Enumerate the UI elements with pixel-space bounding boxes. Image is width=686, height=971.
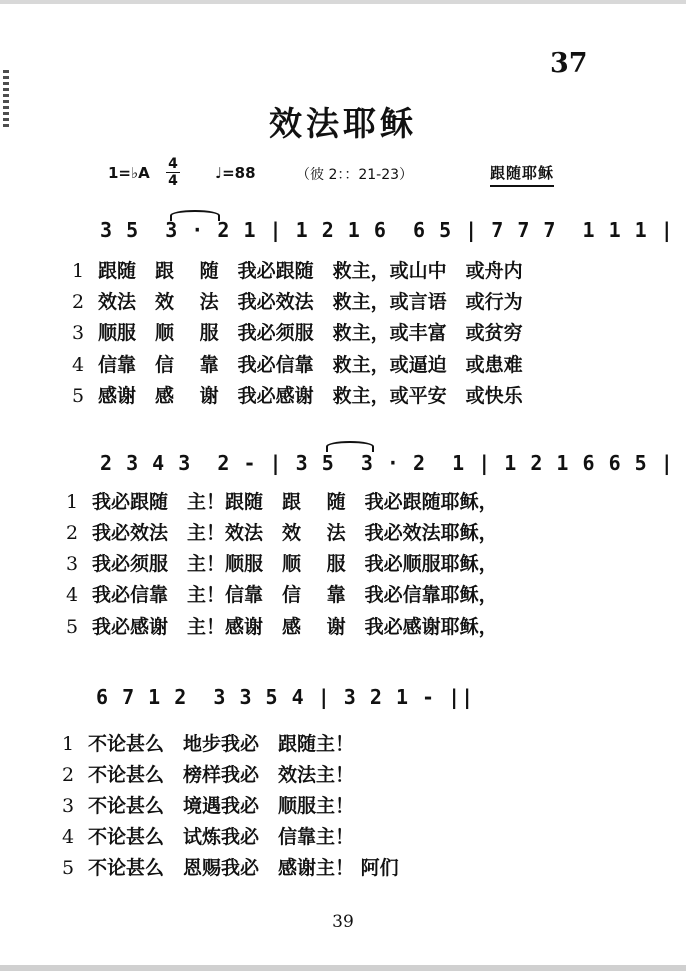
verse-line bbox=[66, 487, 498, 514]
key-signature: 1=♭A bbox=[108, 164, 150, 182]
verse-number: 5 bbox=[62, 857, 75, 879]
page-top-edge bbox=[0, 0, 686, 4]
verse-text: 不论甚么 境遇我必 顺服主！ bbox=[88, 795, 355, 817]
tempo-marking: ♩=88 bbox=[215, 164, 256, 182]
notation-line-3: 6 7 1 2 3 3 5 4 | 3 2 1 - || bbox=[96, 685, 475, 709]
verse-text: 感谢 感 谢 我必感谢 救主，或平安 或快乐 bbox=[98, 385, 523, 407]
verse-text: 我必信靠 主！信靠 信 靠 我必信靠耶稣， bbox=[92, 584, 498, 606]
verse-text: 不论甚么 榜样我必 效法主！ bbox=[88, 764, 355, 786]
scripture-reference: （彼 2：：21-23） bbox=[296, 167, 414, 183]
verse-line bbox=[66, 612, 498, 639]
verse-text: 我必跟随 主！跟随 跟 随 我必跟随耶稣， bbox=[92, 491, 498, 513]
verse-number: 1 bbox=[72, 260, 85, 282]
verse-text: 不论甚么 恩赐我必 感谢主！ 阿们 bbox=[88, 857, 399, 879]
time-signature-bottom: 4 bbox=[166, 172, 180, 189]
verse-number: 1 bbox=[62, 733, 75, 755]
verse-line bbox=[66, 518, 498, 545]
verse-number: 4 bbox=[66, 584, 79, 606]
verse-number: 4 bbox=[62, 826, 75, 848]
verse-line bbox=[62, 760, 354, 787]
verse-line bbox=[62, 729, 354, 756]
verse-text: 不论甚么 地步我必 跟随主！ bbox=[88, 733, 355, 755]
verse-text: 顺服 顺 服 我必须服 救主，或丰富 或贫穷 bbox=[98, 322, 523, 344]
slur-mark bbox=[170, 210, 220, 221]
verse-number: 3 bbox=[72, 322, 85, 344]
hymn-title: 效法耶稣 bbox=[269, 104, 417, 143]
verse-line bbox=[66, 580, 498, 607]
notation-line-2: 2 3 4 3 2 - | 3 5 3 · 2 1 | 1 2 1 6 6 5 | bbox=[100, 451, 674, 475]
hymn-number: 37 bbox=[550, 48, 588, 79]
verse-text: 不论甚么 试炼我必 信靠主！ bbox=[88, 826, 355, 848]
time-signature-top: 4 bbox=[168, 156, 178, 172]
verse-text: 我必感谢 主！感谢 感 谢 我必感谢耶稣， bbox=[92, 616, 498, 638]
verse-line bbox=[62, 791, 354, 818]
page-bottom-edge bbox=[0, 965, 686, 971]
page-number: 39 bbox=[332, 912, 354, 932]
verse-line bbox=[62, 853, 399, 880]
verse-text: 跟随 跟 随 我必跟随 救主，或山中 或舟内 bbox=[98, 260, 523, 282]
verse-number: 5 bbox=[72, 385, 85, 407]
verse-line bbox=[72, 318, 523, 345]
verse-number: 5 bbox=[66, 616, 79, 638]
verse-text: 我必须服 主！顺服 顺 服 我必顺服耶稣， bbox=[92, 553, 498, 575]
time-signature bbox=[166, 156, 180, 189]
notation-line-1: 3 5 3 · 2 1 | 1 2 1 6 6 5 | 7 7 7 1 1 1 | bbox=[100, 218, 674, 242]
verse-line bbox=[62, 822, 354, 849]
verse-number: 2 bbox=[66, 522, 79, 544]
verse-text: 效法 效 法 我必效法 救主，或言语 或行为 bbox=[98, 291, 523, 313]
verse-number: 3 bbox=[62, 795, 75, 817]
verse-line bbox=[72, 381, 523, 408]
verse-line bbox=[72, 287, 523, 314]
verse-text: 我必效法 主！效法 效 法 我必效法耶稣， bbox=[92, 522, 498, 544]
verse-number: 1 bbox=[66, 491, 79, 513]
verse-line bbox=[72, 256, 523, 283]
verse-number: 4 bbox=[72, 354, 85, 376]
verse-line bbox=[72, 350, 523, 377]
verse-text: 信靠 信 靠 我必信靠 救主，或逼迫 或患难 bbox=[98, 354, 523, 376]
slur-mark bbox=[326, 441, 374, 452]
verse-line bbox=[66, 549, 498, 576]
music-header bbox=[0, 158, 686, 194]
verse-number: 2 bbox=[72, 291, 85, 313]
tune-name: 跟随耶稣 bbox=[490, 162, 554, 187]
verse-number: 2 bbox=[62, 764, 75, 786]
verse-number: 3 bbox=[66, 553, 79, 575]
